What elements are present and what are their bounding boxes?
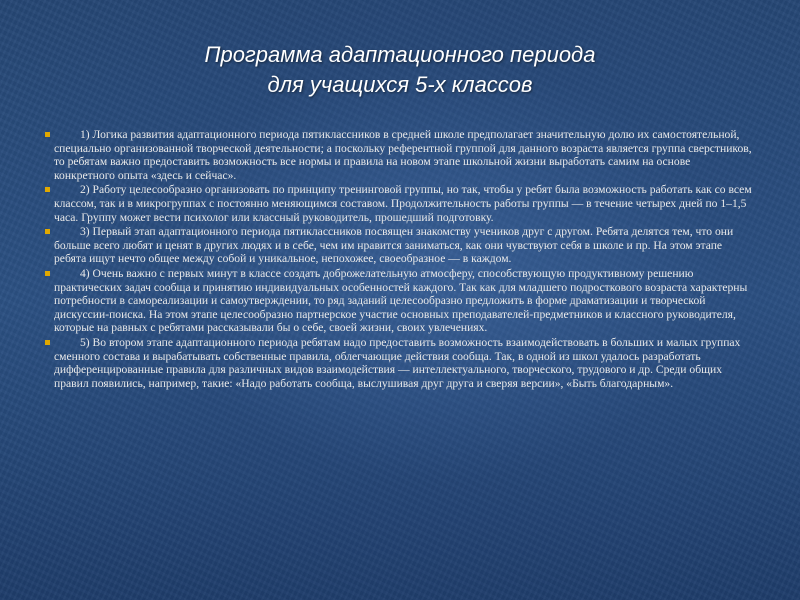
list-item	[54, 267, 754, 335]
list-item-text: 4) Очень важно с первых минут в классе создать доброжелательную атмосферу, способствующую продуктивному решению практических задач сообща и принятию индивидуальных особенностей каждого. Так как для младшего подросткового возраста характерны потребности в самореализации и самоутверждении, то ряд заданий целесообразно предложить в форме драматизации и творческой дискуссии-поиска. На этом этапе целесообразно партнерское участие основных преподавателей-предметников и классного руководителя, которые на равных с ребятами рассказывали бы о себе, своей жизни, своих увлечениях.	[54, 266, 748, 335]
list-item	[54, 183, 754, 224]
list-item-text: 5) Во втором этапе адаптационного периода ребятам надо предоставить возможность взаимодействовать в больших и малых группах сменного состава и вырабатывать собственные правила, облегчающие действия сообща. Так, в одной из школ удалось разработать дифференцированные правила для различных видов взаимодействия — интеллектуального, творческого, трудового и др. Среди общих правил появились, например, такие: «Надо работать сообща, выслушивая друг друга и сверяя версии», «Быть благодарным».	[54, 335, 741, 390]
square-bullet-icon	[45, 271, 50, 276]
square-bullet-icon	[45, 229, 50, 234]
square-bullet-icon	[45, 187, 50, 192]
square-bullet-icon	[45, 340, 50, 345]
slide-title-line-2: для учащихся 5-х классов	[267, 72, 533, 97]
list-item-text: 1) Логика развития адаптационного периода пятиклассников в средней школе предполагает значительную долю их самостоятельной, специально организованной творческой деятельности; а поскольку референтной группой для данного возраста является группа сверстников, то ребятам важно предоставить возможность все нормы и правила на новом этапе школьной жизни выработать самим на основе конкретного опыта «здесь и сейчас».	[54, 128, 752, 182]
list-item-text: 3) Первый этап адаптационного периода пятиклассников посвящен знакомству учеников друг с другом. Ребята делятся тем, что они больше всего любят и ценят в других людях и в себе, чем им нравится заниматься, как они чувствуют себя в школе и пр. На этом этапе ребята ищут нечто общее между собой и уникальное, непохожее, своеобразное — в каждом.	[54, 225, 734, 266]
slide-title	[0, 40, 800, 100]
list-item	[54, 336, 754, 390]
square-bullet-icon	[45, 132, 50, 137]
bullet-list	[54, 128, 754, 391]
list-item	[54, 225, 754, 266]
list-item	[54, 128, 754, 182]
slide-title-line-1: Программа адаптационного периода	[204, 42, 596, 67]
list-item-text: 2) Работу целесообразно организовать по принципу тренинговой группы, но так, чтобы у ребят была возможность работать как со всем классом, так и в микрогруппах с постоянно меняющимся составом. Продолжительность работы группы — в течение четырех дней по 1–1,5 часа. Группу может вести психолог или классный руководитель, прошедший подготовку.	[54, 183, 752, 224]
